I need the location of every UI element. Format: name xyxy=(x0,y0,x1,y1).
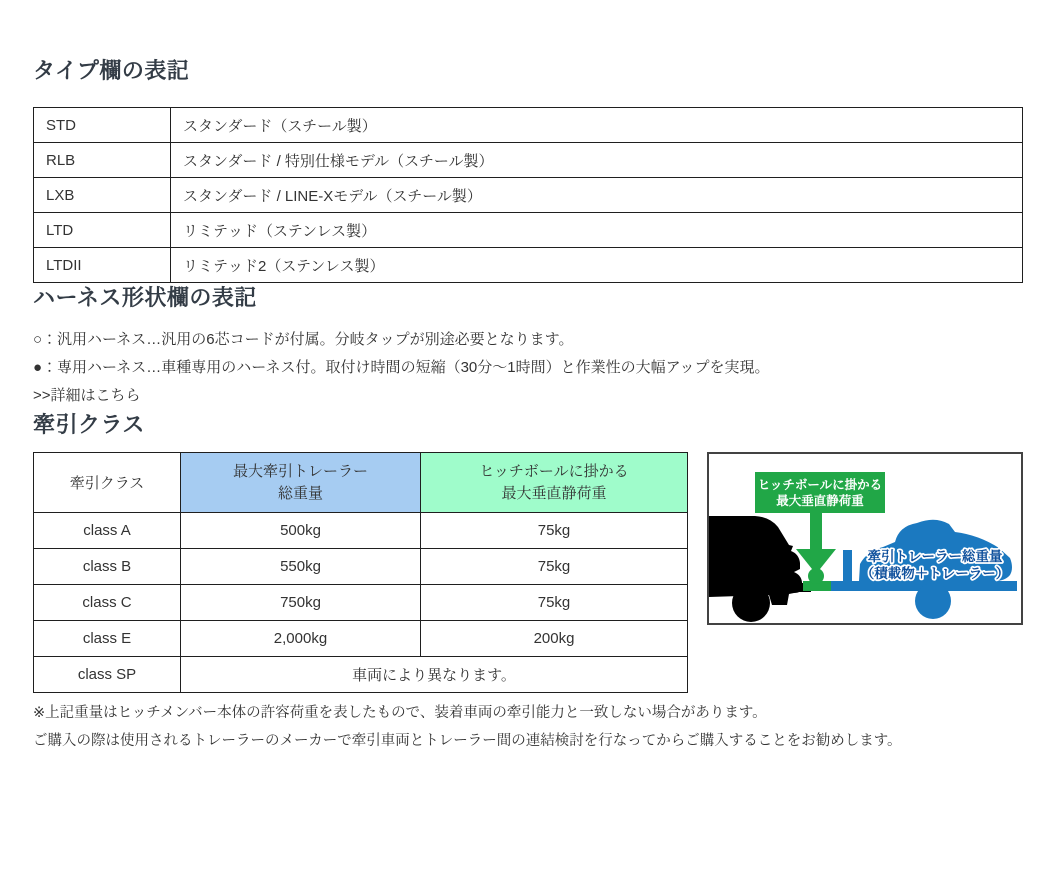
down-arrow-shaft xyxy=(810,513,822,551)
note-purchase-advice: ご購入の際は使用されるトレーラーのメーカーで牽引車両とトレーラー間の連結検討を行なってからご購入することをお勧めします。 xyxy=(33,733,902,749)
header-line: 最大牽引トレーラー xyxy=(232,462,368,480)
harness-detail-line xyxy=(33,382,1023,410)
type-code-cell: RLB xyxy=(34,143,171,178)
type-desc-cell: リミテッド2（ステンレス製） xyxy=(171,248,1023,283)
detail-link[interactable]: >>詳細はこちら xyxy=(33,387,141,404)
class-cell: class E xyxy=(34,621,181,657)
note-weight-disclaimer: ※上記重量はヒッチメンバー本体の許容荷重を表したもので、装着車両の牽引能力と一致しない場合があります。 xyxy=(33,705,767,721)
hitch-ball xyxy=(808,568,824,584)
towing-header-row xyxy=(34,453,688,513)
towing-class-heading: 牽引クラス xyxy=(33,412,145,437)
header-line: 最大垂直静荷重 xyxy=(501,484,607,502)
towing-notes xyxy=(33,699,1023,755)
towing-table-row xyxy=(34,621,688,657)
header-line: 総重量 xyxy=(277,484,323,502)
trailer-winch-post xyxy=(843,550,852,583)
car-wheel xyxy=(732,584,770,622)
vertical-load-cell: 75kg xyxy=(421,549,688,585)
harness-description xyxy=(33,326,1023,410)
towing-diagram-svg xyxy=(709,454,1021,623)
type-table-row xyxy=(34,143,1023,178)
type-desc-cell: スタンダード / 特別仕様モデル（スチール製） xyxy=(171,143,1023,178)
class-cell: class A xyxy=(34,513,181,549)
harness-dedicated-line: ●：専用ハーネス…車種専用のハーネス付。取付け時間の短縮（30分～1時間）と作業性の大幅アップを実現。 xyxy=(33,359,770,376)
sp-value-cell: 車両により異なります。 xyxy=(181,657,688,693)
trailer-weight-cell: 2,000kg xyxy=(181,621,421,657)
type-table xyxy=(33,107,1023,283)
car-silhouette xyxy=(709,516,811,622)
trailer-weight-cell: 750kg xyxy=(181,585,421,621)
type-table-row xyxy=(34,213,1023,248)
towing-class-table xyxy=(33,452,688,693)
vertical-load-cell: 75kg xyxy=(421,513,688,549)
harness-notation-heading: ハーネス形状欄の表記 xyxy=(33,285,257,310)
type-table-row xyxy=(34,108,1023,143)
header-max-trailer-weight xyxy=(181,453,421,513)
vertical-load-label-line2: 最大垂直静荷重 xyxy=(776,494,864,508)
vertical-load-cell: 200kg xyxy=(421,621,688,657)
vertical-load-cell: 75kg xyxy=(421,585,688,621)
towing-table-row xyxy=(34,513,688,549)
header-class: 牽引クラス xyxy=(34,453,181,513)
type-desc-cell: リミテッド（ステンレス製） xyxy=(171,213,1023,248)
type-desc-cell: スタンダード / LINE-Xモデル（スチール製） xyxy=(171,178,1023,213)
harness-generic-line: ○：汎用ハーネス…汎用の6芯コードが付属。分岐タップが別途必要となります。 xyxy=(33,331,574,348)
towing-table-row xyxy=(34,585,688,621)
towing-table-row xyxy=(34,549,688,585)
header-max-vertical-load xyxy=(421,453,688,513)
vertical-load-label-line1: ヒッチボールに掛かる xyxy=(757,478,883,492)
type-code-cell: LTD xyxy=(34,213,171,248)
type-code-cell: STD xyxy=(34,108,171,143)
towing-content-row xyxy=(33,452,1023,693)
class-cell: class SP xyxy=(34,657,181,693)
type-table-row xyxy=(34,178,1023,213)
type-code-cell: LTDII xyxy=(34,248,171,283)
trailer-weight-label-line1: 牽引トレーラー総重量 xyxy=(867,549,1003,564)
towing-table-row-sp xyxy=(34,657,688,693)
section-type-notation xyxy=(33,56,1023,283)
type-table-row xyxy=(34,248,1023,283)
type-desc-cell: スタンダード（スチール製） xyxy=(171,108,1023,143)
header-line: ヒッチボールに掛かる xyxy=(479,462,629,480)
class-cell: class B xyxy=(34,549,181,585)
trailer-weight-cell: 550kg xyxy=(181,549,421,585)
trailer-wheel xyxy=(915,583,951,619)
towing-diagram xyxy=(707,452,1023,625)
trailer-weight-cell: 500kg xyxy=(181,513,421,549)
type-notation-heading: タイプ欄の表記 xyxy=(33,58,190,83)
section-towing-class xyxy=(33,410,1023,755)
trailer-weight-label-line2: （積載物＋トレーラー） xyxy=(860,566,1010,581)
class-cell: class C xyxy=(34,585,181,621)
type-code-cell: LXB xyxy=(34,178,171,213)
section-harness-notation xyxy=(33,283,1023,410)
